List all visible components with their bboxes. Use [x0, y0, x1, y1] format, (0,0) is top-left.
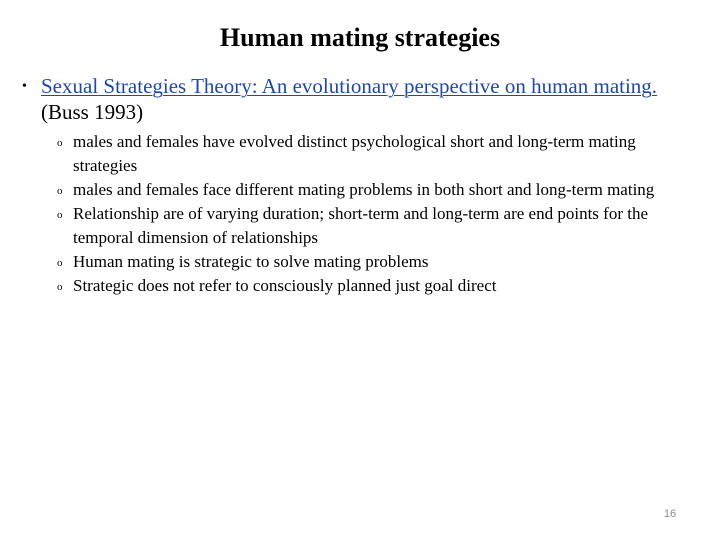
main-bullet — [41, 73, 691, 125]
sub-bullet-marker: o — [57, 257, 63, 269]
sub-bullet-marker: o — [57, 137, 63, 149]
sub-bullet-marker: o — [57, 209, 63, 221]
sub-bullet-item — [0, 274, 720, 298]
page-number: 16 — [663, 508, 677, 520]
citation-text: (Buss 1993) — [41, 100, 144, 124]
sub-bullet-text: males and females face different mating problems in both short and long-term mating — [73, 180, 655, 199]
sub-bullet-text: males and females have evolved distinct psychological short and long-term mating strategies — [73, 132, 636, 175]
theory-link[interactable]: Sexual Strategies Theory: An evolutionary perspective on human mating. — [41, 74, 658, 98]
slide-title: Human mating strategies — [219, 23, 501, 52]
sub-bullet-item — [0, 178, 720, 202]
sub-bullet-text: Strategic does not refer to consciously planned just goal direct — [73, 276, 497, 295]
sub-bullet-text: Human mating is strategic to solve mating problems — [73, 252, 429, 271]
sub-bullet-list — [0, 130, 720, 298]
sub-bullet-marker: o — [57, 185, 63, 197]
main-bullet-marker: • — [22, 79, 27, 94]
sub-bullet-item — [0, 130, 720, 178]
sub-bullet-item — [0, 250, 720, 274]
sub-bullet-item — [0, 202, 720, 250]
sub-bullet-marker: o — [57, 281, 63, 293]
sub-bullet-text: Relationship are of varying duration; short-term and long-term are end points for the temporal dimension of relationships — [73, 204, 649, 247]
